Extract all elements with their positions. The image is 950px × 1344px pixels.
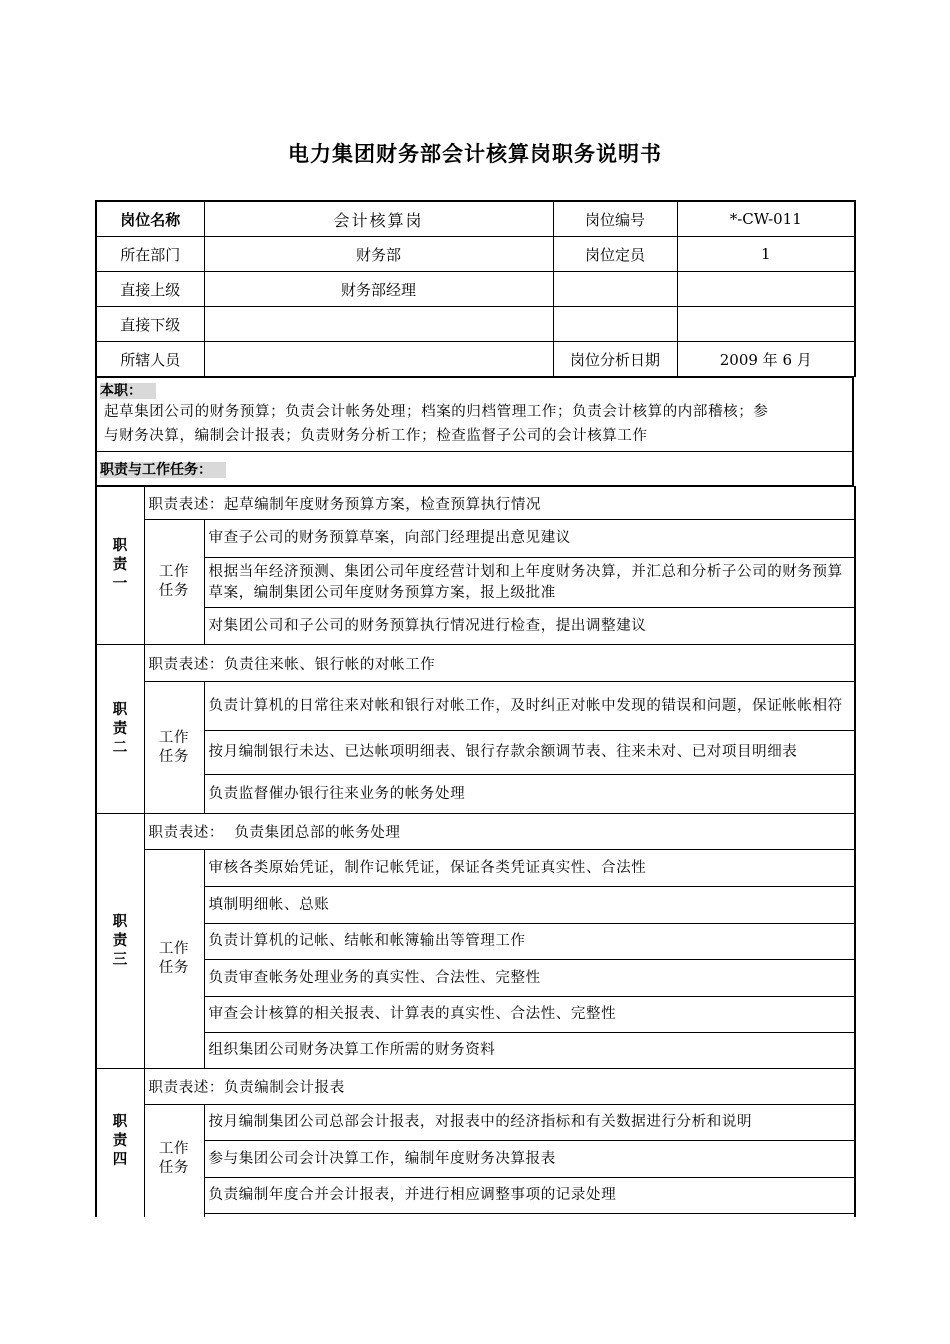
responsibility-3-label: 职 责 三 — [96, 814, 144, 1069]
task-item: 审核各类原始凭证，制作记帐凭证，保证各类凭证真实性、合法性 — [204, 850, 855, 887]
task-item: 审查会计核算的相关报表、计算表的真实性、合法性、完整性 — [204, 997, 855, 1033]
task-item: 负责计算机的记帐、结帐和帐簿输出等管理工作 — [204, 924, 855, 960]
responsibility-2-label: 职 责 二 — [96, 645, 144, 814]
superior-value: 财务部经理 — [204, 272, 553, 307]
department-label: 所在部门 — [96, 237, 204, 272]
document-title: 电力集团财务部会计核算岗职务说明书 — [288, 142, 662, 166]
analysis-date-label: 岗位分析日期 — [553, 342, 677, 377]
subordinate-value — [204, 307, 553, 342]
responsibility-4-description: 职责表述：负责编制会计报表 — [144, 1069, 855, 1105]
task-item: 按月编制银行未达、已达帐项明细表、银行存款余额调节表、往来未对、已对项目明细表 — [204, 731, 855, 775]
work-task-label: 工作 任务 — [144, 1105, 204, 1214]
table-continuation — [144, 1214, 204, 1217]
department-value: 财务部 — [204, 237, 553, 272]
duty-line: 起草集团公司的财务预算；负责会计帐务处理；档案的归档管理工作；负责会计核算的内部稽核；参 — [104, 404, 769, 420]
position-code-label: 岗位编号 — [553, 201, 677, 237]
position-info-table — [95, 200, 856, 377]
responsibility-1-description: 职责表述：起草编制年度财务预算方案，检查预算执行情况 — [144, 487, 855, 520]
work-task-label: 工作 任务 — [144, 682, 204, 814]
staff-value — [204, 342, 553, 377]
empty-cell — [553, 307, 677, 342]
table-continuation — [96, 1214, 144, 1217]
task-item: 根据当年经济预测、集团公司年度经营计划和上年度财务决算，并汇总和分析子公司的财务预算草案，编制集团公司年度财务预算方案，报上级批准 — [204, 558, 855, 608]
subordinate-label: 直接下级 — [96, 307, 204, 342]
position-name-value: 会计核算岗 — [204, 201, 553, 237]
position-name-label: 岗位名称 — [96, 201, 204, 237]
task-item: 组织集团公司财务决算工作所需的财务资料 — [204, 1033, 855, 1069]
responsibility-2-description: 职责表述：负责往来帐、银行帐的对帐工作 — [144, 645, 855, 682]
work-task-label: 工作 任务 — [144, 850, 204, 1069]
headcount-label: 岗位定员 — [553, 237, 677, 272]
task-item: 参与集团公司会计决算工作，编制年度财务决算报表 — [204, 1141, 855, 1178]
task-item: 负责审查帐务处理业务的真实性、合法性、完整性 — [204, 960, 855, 997]
duty-summary-cell — [96, 378, 853, 452]
responsibility-3-description: 职责表述： 负责集团总部的帐务处理 — [144, 814, 855, 850]
analysis-date-value: 2009 年 6 月 — [677, 342, 855, 377]
position-code-value: *-CW-011 — [677, 201, 855, 237]
duty-heading: 本职： — [100, 380, 849, 400]
staff-label: 所辖人员 — [96, 342, 204, 377]
empty-cell — [553, 272, 677, 307]
job-description-sheet — [95, 200, 854, 1217]
task-item: 负责计算机的日常往来对帐和银行对帐工作，及时纠正对帐中发现的错误和问题，保证帐帐相符 — [204, 682, 855, 731]
duty-line: 与财务决算，编制会计报表；负责财务分析工作；检查监督子公司的会计核算工作 — [104, 428, 648, 444]
task-item: 负责监督催办银行往来业务的帐务处理 — [204, 775, 855, 814]
task-item: 审查子公司的财务预算草案，向部门经理提出意见建议 — [204, 520, 855, 558]
work-task-label: 工作 任务 — [144, 520, 204, 645]
task-item: 填制明细帐、总账 — [204, 887, 855, 924]
responsibility-4-label: 职 责 四 — [96, 1069, 144, 1214]
duty-summary-table — [95, 377, 854, 486]
task-item: 按月编制集团公司总部会计报表，对报表中的经济指标和有关数据进行分析和说明 — [204, 1105, 855, 1141]
superior-label: 直接上级 — [96, 272, 204, 307]
responsibilities-table — [95, 486, 856, 1217]
headcount-value: 1 — [677, 237, 855, 272]
responsibility-1-label: 职 责 一 — [96, 487, 144, 645]
responsibilities-heading-cell — [96, 452, 853, 486]
task-item: 对集团公司和子公司的财务预算执行情况进行检查，提出调整建议 — [204, 608, 855, 645]
empty-cell — [677, 307, 855, 342]
responsibilities-heading: 职责与工作任务： — [100, 459, 849, 479]
table-continuation — [204, 1214, 855, 1217]
task-item: 负责编制年度合并会计报表，并进行相应调整事项的记录处理 — [204, 1178, 855, 1214]
empty-cell — [677, 272, 855, 307]
